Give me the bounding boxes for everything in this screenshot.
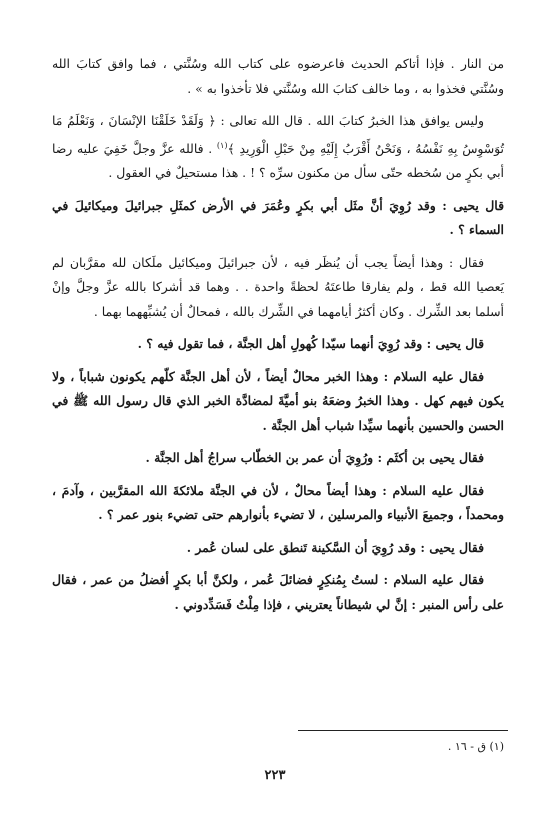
paragraph-5-text: قال يحيى : وقد رُوِيَ أنهما سيّدا كُهولِ أهل الجنَّة ، فما تقول فيه ؟ .: [137, 336, 484, 352]
paragraph-10: [52, 568, 504, 617]
page-body: [52, 52, 504, 625]
paragraph-8: [52, 479, 504, 528]
paragraph-7-text: فقال يحيى بن أكثَم : ورُوِيَ أن عمر بن الخطّاب سراجُ أهل الجنَّة .: [145, 450, 484, 466]
paragraph-3-text: قال يحيى : وقد رُوِيَ أنَّ مثَل أبي بكرٍ وعُمَرَ في الأرض كمثَلِ جبرائيلَ وميكائيلَ في السماء ؟ .: [52, 197, 504, 238]
footnote: (١) ق - ١٦ .: [447, 740, 504, 753]
paragraph-8-text: فقال عليه السلام : وهذا أيضاً محالٌ ، لأن في الجنَّة ملائكةَ الله المقرَّبين ، وآدمَ ، ومحمداً ، وجميعَ الأنبياء والمرسلين ، لا تضيء بأنوارهم حتى تضيء بنور عمر ؟ .: [52, 482, 504, 523]
footnote-reference[interactable]: (١): [216, 140, 228, 150]
paragraph-2-text: وليس يوافق هذا الخبرُ كتابَ الله . قال الله تعالى : ﴿ وَلَقَدْ خَلَقْنَا الإنْسَانَ ، وَنَعْلَمُ مَا تُوَسْوِسُ بِهِ نَفْسُهُ ، وَنَحْنُ أَقْرَبُ إِلَيْهِ مِنْ حَبْلِ الْوَرِيدِ ﴾: [52, 113, 504, 156]
paragraph-9-text: فقال يحيى : وقد رُوِيَ أن السَّكينة تَنطق على لسان عُمر .: [186, 539, 484, 555]
paragraph-6-text: فقال عليه السلام : وهذا الخبر محالٌ أيضاً ، لأن أهل الجنَّة كلّهم يكونون شباباً ، ولا يكون فيهم كهل . وهذا الخبرُ وضعَهُ بنو أميَّةَ لمضادَّة الخبر الذي قال رسول الله ﷺ في الحسن والحسين بأنهما سيِّدا شباب أهل الجنَّة .: [52, 368, 504, 433]
paragraph-3: [52, 194, 504, 243]
page-number: ٢٢٣: [264, 768, 286, 783]
paragraph-6: [52, 365, 504, 439]
footnote-divider: [298, 730, 508, 731]
paragraph-10-text: فقال عليه السلام : لستُ بِمُنكِرٍ فضائلَ عُمر ، ولكنَّ أبا بكرٍ أفضلُ من عمر ، فقال على رأس المنبر : إنَّ لي شيطاناً يعتريني ، فإذا مِلْتُ فَسَدِّدوني .: [52, 572, 504, 612]
paragraph-2-text-continued: . فالله عزَّ وجلَّ خَفِيَ عليه رضا أبي بكرٍ من سُخطه حتّى سأل من مكنون سرِّه ؟ ! . هذا مستحيلٌ في العقول .: [52, 140, 504, 181]
paragraph-1: [52, 52, 504, 101]
paragraph-4-text: فقال : وهذا أيضاً يجب أن يُنظَر فيه ، لأن جبرائيلَ وميكائيل ملَكان لله مقرَّبان لم يَعصيا الله قط ، ولم يفارقا طاعتَهُ لحظةً واحدة . . وهما قد أشركا بالله عزَّ وجلَّ وإنْ أسلما بعد الشِّرك . وكان أكثرُ أيامهما في الشِّرك بالله ، فمحالٌ أن يُشبِّههما بهما .: [52, 254, 504, 319]
paragraph-2: [52, 109, 504, 186]
paragraph-4: [52, 251, 504, 325]
paragraph-7: [52, 446, 504, 471]
paragraph-5: [52, 332, 504, 357]
paragraph-9: [52, 536, 504, 561]
paragraph-1-text: من النار . فإذا أتاكم الحديث فاعرضوه على كتاب الله وسُنَّتي ، فما وافق كتابَ الله وسُنَّتي فخذوا به ، وما خالف كتابَ الله وسُنَّتي فلا تأخذوا به » .: [52, 56, 504, 96]
